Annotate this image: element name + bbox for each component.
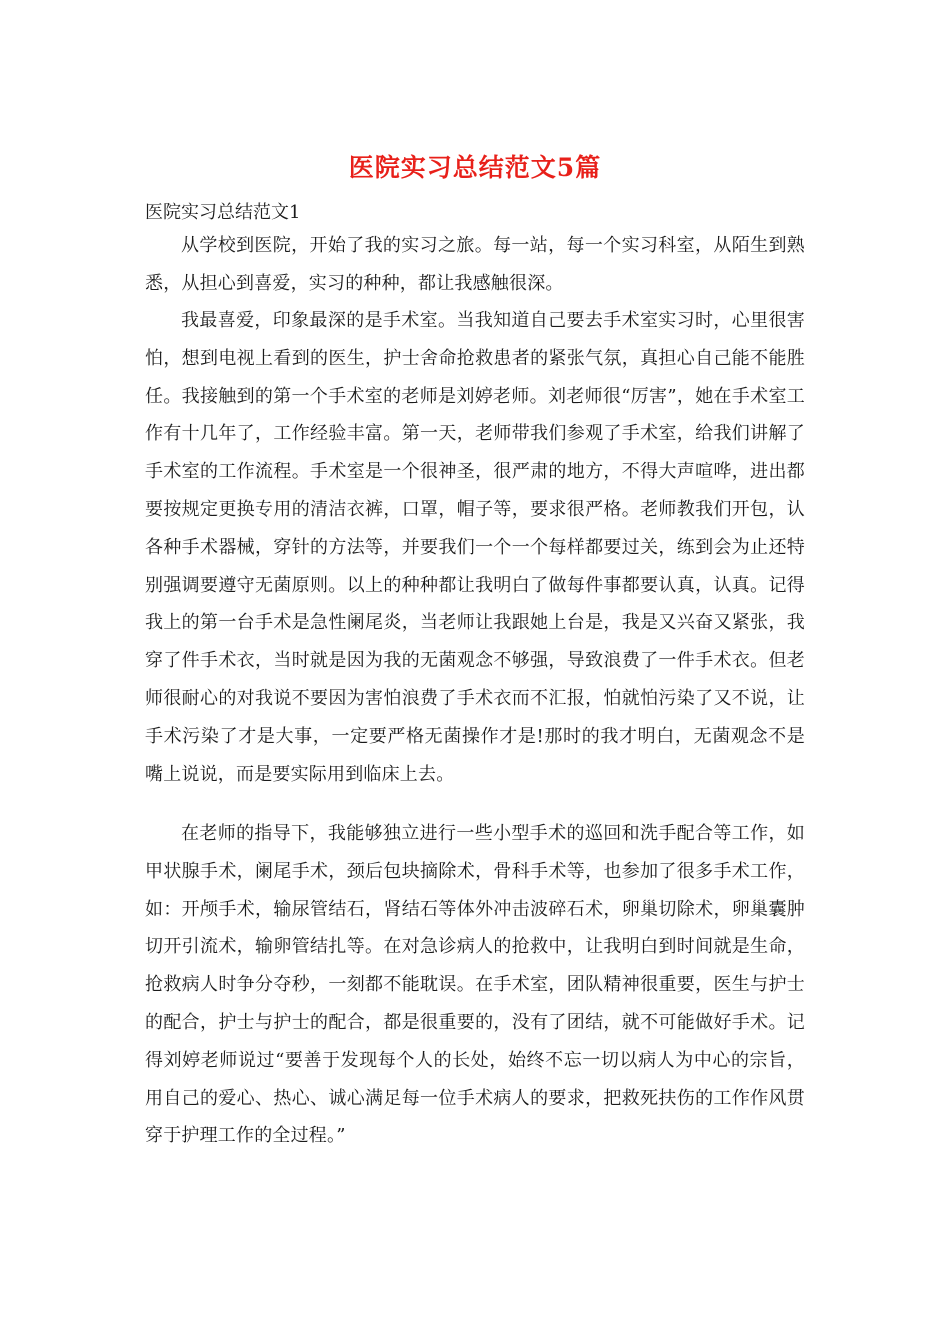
body-paragraph: 我最喜爱，印象最深的是手术室。当我知道自己要去手术室实习时，心里很害怕，想到电视上看到的医生，护士舍命抢救患者的紧张气氛，真担心自己能不能胜任。我接触到的第一个手术室的老师是刘婷老师。刘老师很“厉害”，她在手术室工作有十几年了，工作经验丰富。第一天，老师带我们参观了手术室，给我们讲解了手术室的工作流程。手术室是一个很神圣，很严肃的地方，不得大声喧哗，进出都要按规定更换专用的清洁衣裤，口罩，帽子等，要求很严格。老师教我们开包，认各种手术器械，穿针的方法等，并要我们一个一个每样都要过关，练到会为止还特别强调要遵守无菌原则。以上的种种都让我明白了做每件事都要认真，认真。记得我上的第一台手术是急性阑尾炎，当老师让我跟她上台是，我是又兴奋又紧张，我穿了件手术衣，当时就是因为我的无菌观念不够强，导致浪费了一件手术衣。但老师很耐心的对我说不要因为害怕浪费了手术衣而不汇报，怕就怕污染了又不说，让手术污染了才是大事，一定要严格无菌操作才是!那时的我才明白，无菌观念不是嘴上说说，而是要实际用到临床上去。: [145, 310, 805, 785]
section-heading: 医院实习总结范文1: [145, 202, 301, 223]
body-paragraph: 在老师的指导下，我能够独立进行一些小型手术的巡回和洗手配合等工作，如甲状腺手术，阑尾手术，颈后包块摘除术，骨科手术等，也参加了很多手术工作，如：开颅手术，输尿管结石，肾结石等体外冲击波碎石术，卵巢切除术，卵巢囊肿切开引流术，输卵管结扎等。在对急诊病人的抢救中，让我明白到时间就是生命，抢救病人时争分夺秒，一刻都不能耽误。在手术室，团队精神很重要，医生与护士的配合，护士与护士的配合，都是很重要的，没有了团结，就不可能做好手术。记得刘婷老师说过“要善于发现每个人的长处，始终不忘一切以病人为中心的宗旨，用自己的爱心、热心、诚心满足每一位手术病人的要求，把救死扶伤的工作作风贯穿于护理工作的全过程。”: [145, 823, 805, 1147]
body-paragraph: 从学校到医院，开始了我的实习之旅。每一站，每一个实习科室，从陌生到熟悉，从担心到喜爱，实习的种种，都让我感触很深。: [145, 235, 805, 294]
document-title: 医院实习总结范文5篇: [348, 153, 602, 182]
